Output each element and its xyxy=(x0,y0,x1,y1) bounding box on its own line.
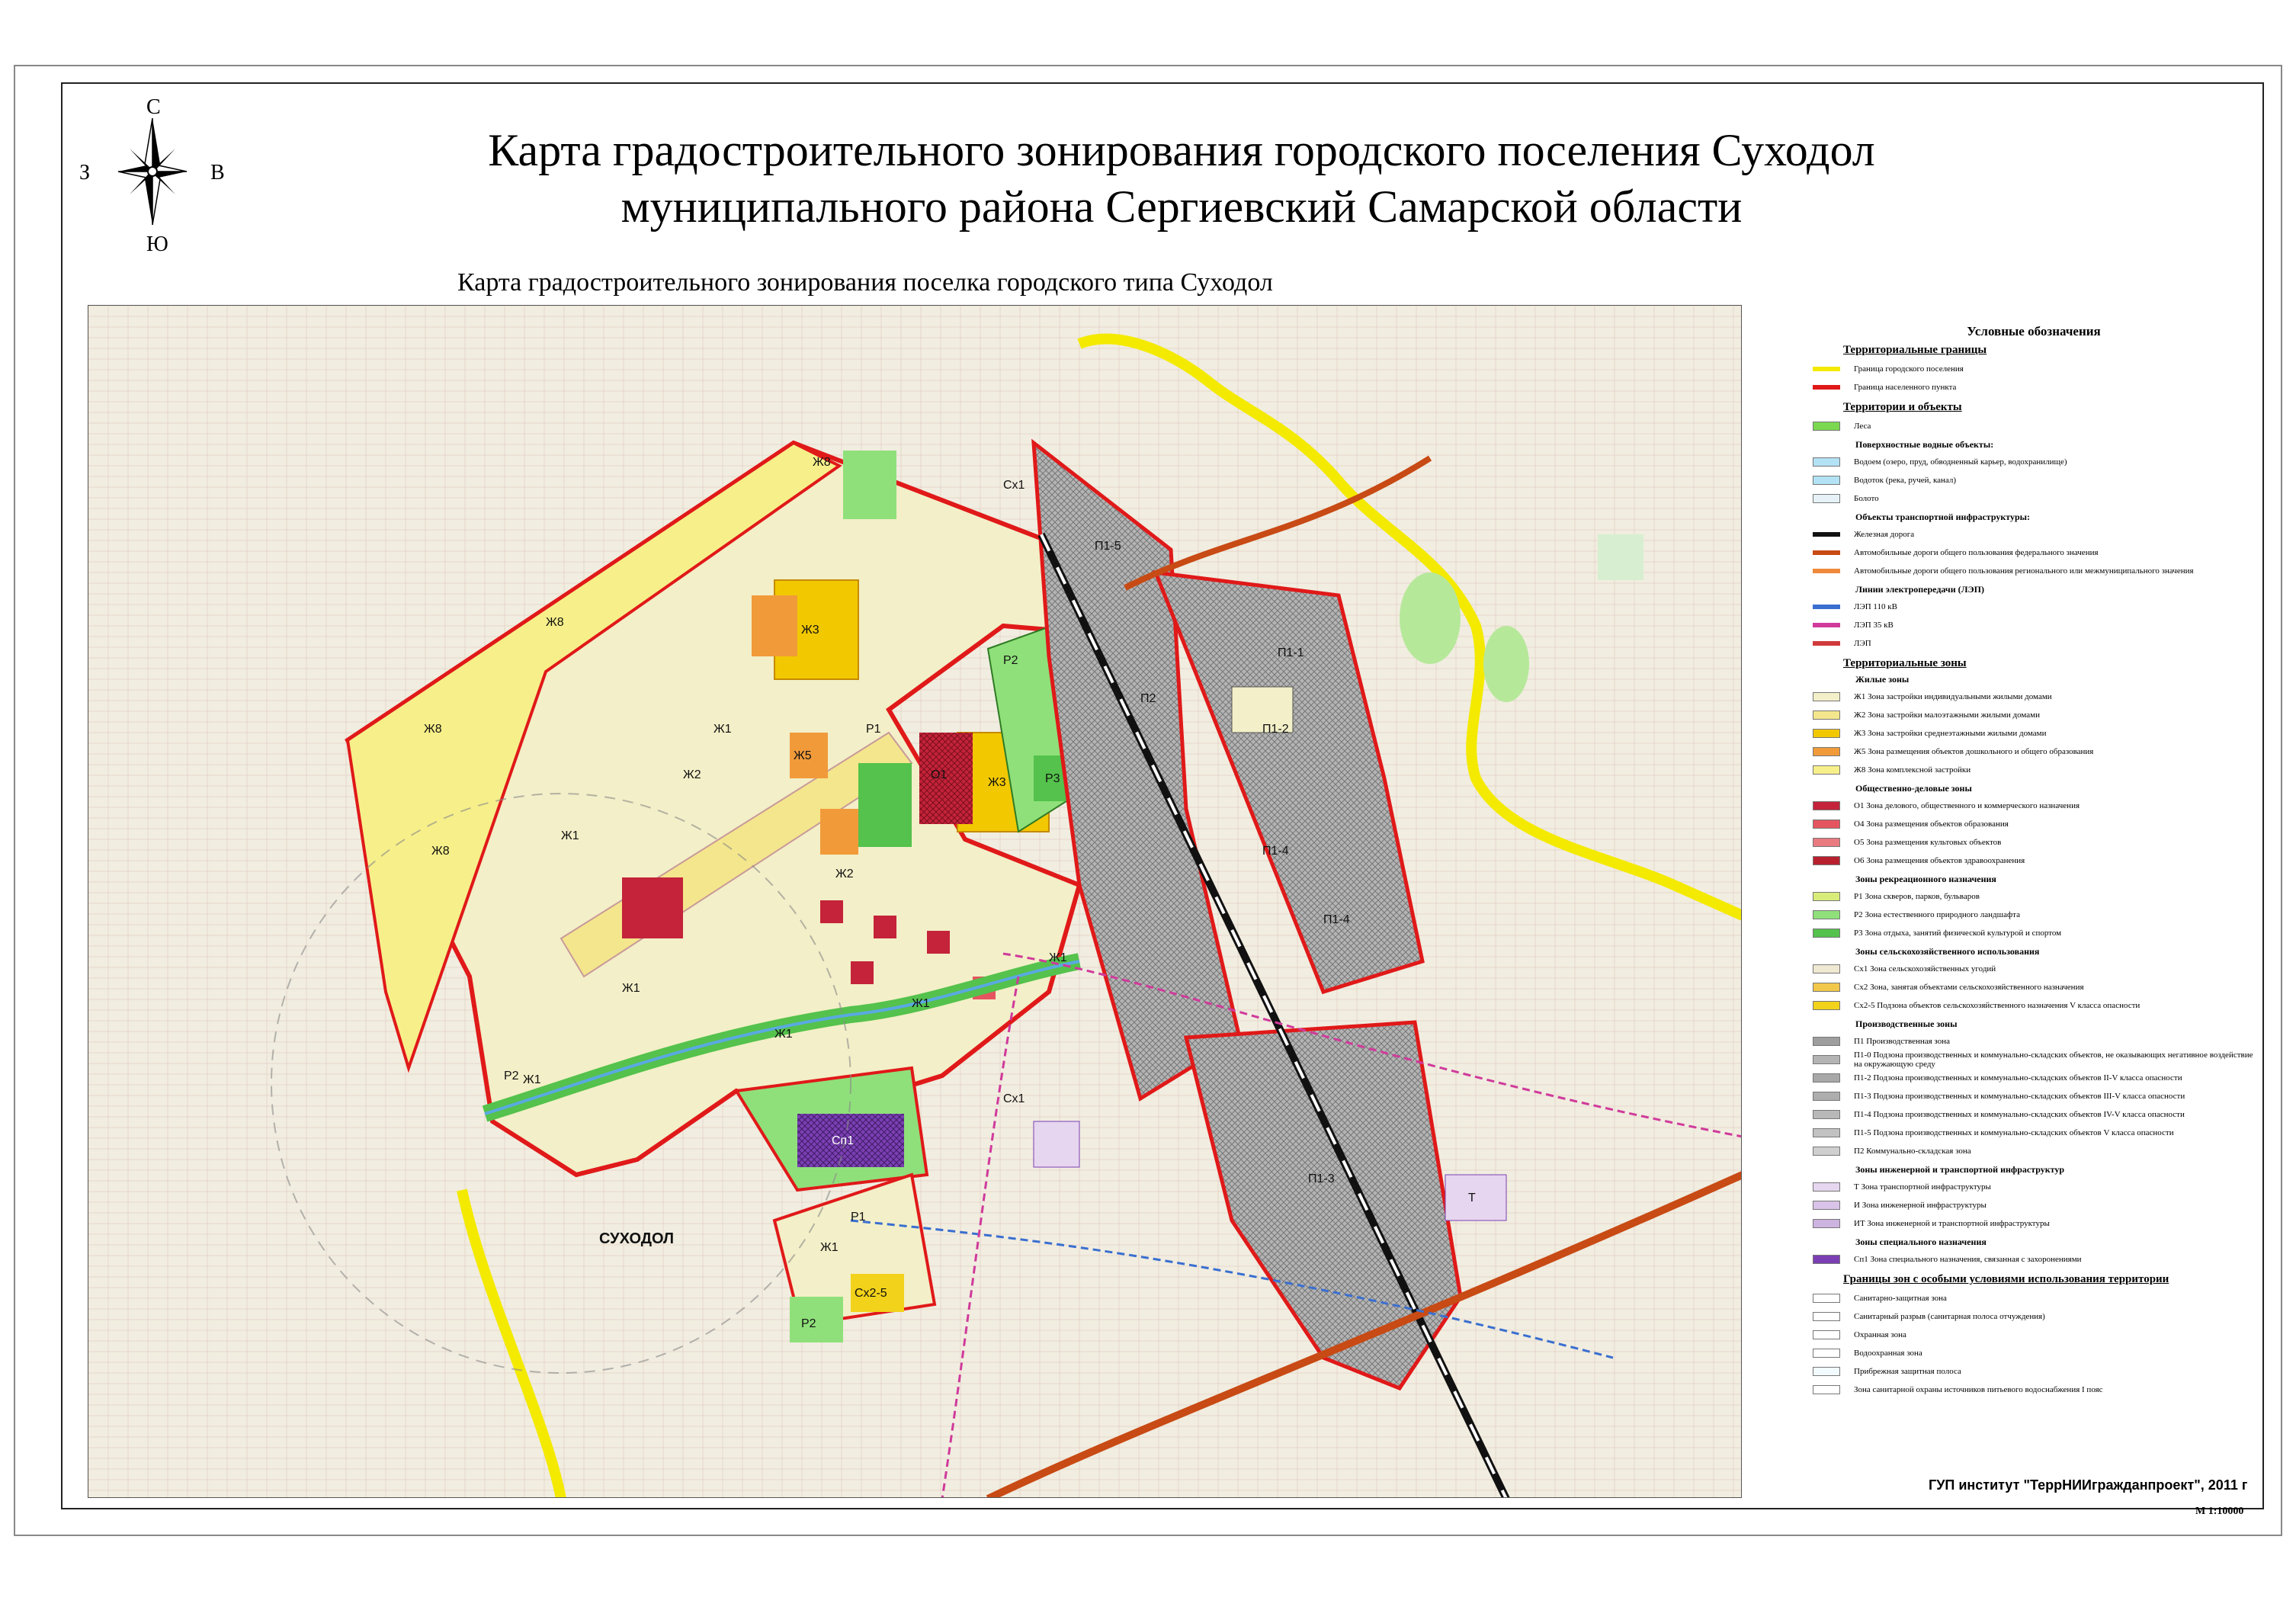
legend-item xyxy=(1813,852,2255,870)
legend-item-label: О6 Зона размещения объектов здравоохранения xyxy=(1854,856,2025,865)
zone-zh5-a[interactable] xyxy=(752,595,797,656)
legend-item xyxy=(1813,815,2255,833)
legend-item-label: О1 Зона делового, общественного и коммерческого назначения xyxy=(1854,801,2080,810)
legend-item-label: Сх2 Зона, занятая объектами сельскохозяйственного назначения xyxy=(1854,983,2084,992)
zone-o1-small-b[interactable] xyxy=(874,916,896,938)
legend-swatch xyxy=(1813,1110,1840,1119)
legend-item xyxy=(1813,906,2255,924)
legend-swatch xyxy=(1813,729,1840,738)
legend-swatch xyxy=(1813,1147,1840,1156)
legend-swatch xyxy=(1813,929,1840,938)
label-r2-c: Р2 xyxy=(801,1317,816,1330)
compass-west-label: З xyxy=(79,161,91,184)
legend-swatch xyxy=(1813,856,1840,865)
forest-patch-c xyxy=(1598,534,1643,580)
legend-swatch xyxy=(1813,710,1840,720)
legend-item-label: ЛЭП 110 кВ xyxy=(1854,602,1897,611)
legend-item xyxy=(1813,761,2255,779)
map-title-line2: муниципального района Сергиевский Самарской области xyxy=(620,181,1743,232)
legend-item-label: Ж2 Зона застройки малоэтажными жилыми домами xyxy=(1854,710,2041,720)
legend-item-label: Автомобильные дороги общего пользования федерального значения xyxy=(1854,548,2099,557)
legend-item xyxy=(1813,616,2255,634)
legend-item xyxy=(1813,1196,2255,1214)
legend-section-heading: Границы зон с особыми условиями использования территории xyxy=(1843,1273,2169,1285)
legend-swatch xyxy=(1813,1330,1840,1339)
legend-item-label: Граница городского поселения xyxy=(1854,364,1964,374)
zoning-map[interactable] xyxy=(88,305,1742,1498)
legend-swatch xyxy=(1813,422,1840,431)
legend-swatch xyxy=(1813,1312,1840,1321)
label-zh1-h: Ж1 xyxy=(1049,951,1067,964)
label-r1-a: Р1 xyxy=(866,723,881,736)
legend-item-label: Р2 Зона естественного природного ландшафта xyxy=(1854,910,2020,919)
legend-swatch xyxy=(1813,605,1840,609)
legend-item xyxy=(1813,1069,2255,1087)
legend-subsection-heading: Зоны сельскохозяйственного использования xyxy=(1855,946,2040,957)
legend-item xyxy=(1813,360,2255,378)
legend-item-label: О5 Зона размещения культовых объектов xyxy=(1854,838,2002,847)
legend-item xyxy=(1813,1050,2255,1069)
legend-item-label: Сп1 Зона специального назначения, связанная с захоронениями xyxy=(1854,1255,2082,1264)
label-zh1-a: Ж1 xyxy=(561,829,579,842)
legend-item xyxy=(1813,1307,2255,1326)
compass-north-label: С xyxy=(146,95,161,119)
legend-item xyxy=(1813,1326,2255,1344)
legend-item xyxy=(1813,598,2255,616)
legend-subsection-heading: Линии электропередачи (ЛЭП) xyxy=(1855,584,1985,595)
legend-swatch xyxy=(1813,964,1840,974)
legend-item xyxy=(1813,1124,2255,1142)
label-p1-5: П1-5 xyxy=(1095,540,1121,553)
legend-swatch xyxy=(1813,385,1840,390)
legend-item-label: Сх2-5 Подзона объектов сельскохозяйственного назначения V класса опасности xyxy=(1854,1001,2140,1010)
compass-rose xyxy=(76,95,225,256)
legend-item xyxy=(1813,544,2255,562)
legend-swatch xyxy=(1813,641,1840,646)
legend-item-label: Т Зона транспортной инфраструктуры xyxy=(1854,1182,1991,1192)
label-r1-b: Р1 xyxy=(851,1211,866,1224)
label-p1-4-b: П1-4 xyxy=(1323,913,1350,926)
compass-east-label: В xyxy=(210,161,225,184)
label-zh1-e: Ж1 xyxy=(912,997,930,1010)
legend-item-label: Болото xyxy=(1854,494,1879,503)
legend-swatch xyxy=(1813,1294,1840,1303)
map-legend xyxy=(1813,324,2255,1399)
legend-item-label: П1-5 Подзона производственных и коммунально-складских объектов V класса опасности xyxy=(1854,1128,2174,1137)
legend-swatch xyxy=(1813,801,1840,810)
legend-swatch xyxy=(1813,910,1840,919)
legend-swatch xyxy=(1813,1255,1840,1264)
zone-o1-small-c[interactable] xyxy=(851,961,874,984)
zone-r3-center[interactable] xyxy=(858,763,912,847)
label-sp1: Сп1 xyxy=(832,1134,855,1147)
label-zh1-c: Ж1 xyxy=(622,982,640,995)
map-title xyxy=(381,122,1982,235)
legend-item xyxy=(1813,833,2255,852)
legend-subsection-heading: Зоны специального назначения xyxy=(1855,1237,1987,1247)
legend-swatch xyxy=(1813,838,1840,847)
legend-item xyxy=(1813,1344,2255,1362)
compass-star-icon xyxy=(76,95,206,255)
legend-subsection-heading: Зоны рекреационного назначения xyxy=(1855,874,1996,884)
legend-item xyxy=(1813,688,2255,706)
legend-subsection-heading: Поверхностные водные объекты: xyxy=(1855,439,1994,450)
legend-item xyxy=(1813,1105,2255,1124)
label-p1-1: П1-1 xyxy=(1278,646,1304,659)
legend-item xyxy=(1813,562,2255,580)
zoning-map-canvas[interactable] xyxy=(88,306,1742,1498)
legend-swatch xyxy=(1813,1385,1840,1394)
legend-swatch xyxy=(1813,532,1840,537)
legend-section-heading: Территориальные границы xyxy=(1843,344,1987,356)
label-t: Т xyxy=(1468,1192,1476,1204)
zone-t-east[interactable] xyxy=(1445,1175,1506,1220)
legend-item-label: П1-3 Подзона производственных и коммунально-складских объектов III-V класса опасности xyxy=(1854,1092,2185,1101)
label-r2-b: Р2 xyxy=(504,1070,519,1083)
legend-swatch xyxy=(1813,1092,1840,1101)
legend-item-label: Р3 Зона отдыха, занятий физической культурой и спортом xyxy=(1854,929,2062,938)
legend-item-label: ИТ Зона инженерной и транспортной инфраструктуры xyxy=(1854,1219,2050,1228)
legend-item-label: Автомобильные дороги общего пользования регионального или межмуниципального значения xyxy=(1854,566,2194,576)
legend-swatch xyxy=(1813,820,1840,829)
label-sx2-5: Сх2-5 xyxy=(855,1287,887,1300)
town-label: СУХОДОЛ xyxy=(599,1230,675,1247)
label-zh3-b: Ж3 xyxy=(988,776,1006,789)
legend-item xyxy=(1813,453,2255,471)
legend-subsection-heading: Жилые зоны xyxy=(1855,674,1910,685)
legend-item xyxy=(1813,978,2255,996)
legend-item-label: ЛЭП xyxy=(1854,639,1871,648)
legend-item-label: Ж8 Зона комплексной застройки xyxy=(1854,765,1971,775)
legend-item-label: П1 Производственная зона xyxy=(1854,1037,1950,1046)
legend-swatch xyxy=(1813,747,1840,756)
legend-item-label: Прибрежная защитная полоса xyxy=(1854,1367,1961,1376)
compass-south-label: Ю xyxy=(146,233,168,256)
legend-item xyxy=(1813,1142,2255,1160)
legend-item xyxy=(1813,1381,2255,1399)
legend-item-label: Ж5 Зона размещения объектов дошкольного и общего образования xyxy=(1854,747,2094,756)
legend-swatch xyxy=(1813,1073,1840,1083)
label-zh8-d: Ж8 xyxy=(813,456,831,469)
legend-item-label: Водоохранная зона xyxy=(1854,1349,1922,1358)
legend-subsection-heading: Объекты транспортной инфраструктуры: xyxy=(1855,512,2031,522)
legend-swatch xyxy=(1813,550,1840,555)
legend-swatch xyxy=(1813,1201,1840,1210)
legend-item xyxy=(1813,1214,2255,1233)
legend-item-label: П1-0 Подзона производственных и коммунально-складских объектов, не оказывающих негативное воздействие на окружающую среду xyxy=(1854,1050,2253,1069)
legend-item-label: Водоем (озеро, пруд, обводненный карьер, водохранилище) xyxy=(1854,457,2067,467)
legend-item-label: П1-4 Подзона производственных и коммунально-складских объектов IV-V класса опасности xyxy=(1854,1110,2185,1119)
legend-swatch xyxy=(1813,494,1840,503)
label-zh1-d: Ж1 xyxy=(774,1028,793,1041)
legend-swatch xyxy=(1813,623,1840,627)
legend-item xyxy=(1813,706,2255,724)
legend-item-label: Охранная зона xyxy=(1854,1330,1906,1339)
legend-item-label: ЛЭП 35 кВ xyxy=(1854,621,1894,630)
legend-swatch xyxy=(1813,457,1840,467)
legend-swatch xyxy=(1813,692,1840,701)
legend-swatch xyxy=(1813,1037,1840,1046)
label-zh5: Ж5 xyxy=(794,749,812,762)
zone-r2-north[interactable] xyxy=(843,451,896,519)
legend-item xyxy=(1813,634,2255,653)
label-zh8-a: Ж8 xyxy=(424,723,442,736)
legend-item xyxy=(1813,378,2255,396)
legend-item xyxy=(1813,960,2255,978)
map-scale: М 1:10000 xyxy=(2195,1506,2244,1517)
label-sx1-a: Сх1 xyxy=(1003,1092,1025,1105)
legend-swatch xyxy=(1813,1367,1840,1376)
label-p1-2: П1-2 xyxy=(1262,723,1289,736)
label-p2: П2 xyxy=(1140,692,1156,705)
forest-patch-b xyxy=(1483,626,1529,702)
legend-swatch xyxy=(1813,1182,1840,1192)
legend-item-label: Ж3 Зона застройки среднеэтажными жилыми домами xyxy=(1854,729,2047,738)
zone-r2-southwest[interactable] xyxy=(790,1297,843,1342)
legend-item xyxy=(1813,797,2255,815)
label-zh1-g: Ж1 xyxy=(820,1241,839,1254)
label-r3: Р3 xyxy=(1045,772,1060,785)
legend-swatch xyxy=(1813,569,1840,573)
label-zh2-a: Ж2 xyxy=(683,768,701,781)
legend-title: Условные обозначения xyxy=(1967,324,2101,338)
zone-o1-west[interactable] xyxy=(622,877,683,938)
legend-swatch xyxy=(1813,1055,1840,1064)
legend-swatch xyxy=(1813,1128,1840,1137)
label-p1-4-a: П1-4 xyxy=(1262,845,1289,858)
legend-item-label: Водоток (река, ручей, канал) xyxy=(1854,476,1957,485)
legend-item xyxy=(1813,417,2255,435)
label-p1-3: П1-3 xyxy=(1308,1172,1335,1185)
legend-item-label: Граница населенного пункта xyxy=(1854,383,1957,392)
legend-item-label: Санитарный разрыв (санитарная полоса отчуждения) xyxy=(1854,1312,2045,1321)
legend-item xyxy=(1813,1087,2255,1105)
label-zh3-a: Ж3 xyxy=(801,624,819,637)
zone-zh5-c[interactable] xyxy=(820,809,858,855)
zone-o1-small-d[interactable] xyxy=(927,931,950,954)
label-o1: О1 xyxy=(931,768,948,781)
legend-item xyxy=(1813,996,2255,1015)
label-sx1-b: Сх1 xyxy=(1003,479,1025,492)
label-r2-a: Р2 xyxy=(1003,654,1018,667)
label-zh1-b: Ж1 xyxy=(713,723,732,736)
legend-swatch xyxy=(1813,476,1840,485)
legend-item-label: П2 Коммунально-складская зона xyxy=(1854,1147,1971,1156)
legend-item-label: Зона санитарной охраны источников питьевого водоснабжения I пояс xyxy=(1854,1385,2103,1394)
footer-credit: ГУП институт "ТеррНИИгражданпроект", 2011 г xyxy=(1929,1477,2248,1493)
legend-item-label: Санитарно-защитная зона xyxy=(1854,1294,1947,1303)
legend-item xyxy=(1813,1289,2255,1307)
legend-item xyxy=(1813,1362,2255,1381)
legend-subsection-heading: Производственные зоны xyxy=(1855,1018,1958,1029)
legend-swatch xyxy=(1813,1219,1840,1228)
zone-t-small[interactable] xyxy=(1034,1121,1079,1167)
legend-item xyxy=(1813,887,2255,906)
legend-item-label: Леса xyxy=(1854,422,1871,431)
legend-item xyxy=(1813,1178,2255,1196)
legend-item xyxy=(1813,743,2255,761)
legend-swatch xyxy=(1813,1349,1840,1358)
legend-swatch xyxy=(1813,892,1840,901)
legend-item-label: П1-2 Подзона производственных и коммунально-складских объектов II-V класса опасности xyxy=(1854,1073,2182,1083)
legend-item-label: И Зона инженерной инфраструктуры xyxy=(1854,1201,1987,1210)
legend-swatch xyxy=(1813,1001,1840,1010)
legend-item xyxy=(1813,1250,2255,1269)
legend-item xyxy=(1813,471,2255,489)
legend-subsection-heading: Зоны инженерной и транспортной инфраструктур xyxy=(1855,1164,2065,1175)
legend-item-label: Ж1 Зона застройки индивидуальными жилыми домами xyxy=(1854,692,2052,701)
legend-section-heading: Территории и объекты xyxy=(1843,401,1962,413)
legend-section-heading: Территориальные зоны xyxy=(1843,657,1967,669)
label-zh8-b: Ж8 xyxy=(546,616,564,629)
legend-swatch xyxy=(1813,983,1840,992)
legend-item-label: О4 Зона размещения объектов образования xyxy=(1854,820,2009,829)
legend-item-label: Р1 Зона скверов, парков, бульваров xyxy=(1854,892,1980,901)
map-title-line1: Карта градостроительного зонирования городского поселения Суходол xyxy=(488,125,1875,175)
legend-item xyxy=(1813,525,2255,544)
legend-item xyxy=(1813,1032,2255,1050)
label-zh2-b: Ж2 xyxy=(835,868,854,880)
legend-item xyxy=(1813,489,2255,508)
legend-swatch xyxy=(1813,765,1840,775)
legend-item-label: Железная дорога xyxy=(1854,530,1915,539)
map-subtitle: Карта градостроительного зонирования поселка городского типа Суходол xyxy=(457,268,1273,297)
legend-item xyxy=(1813,924,2255,942)
forest-patch-a xyxy=(1400,573,1461,664)
label-zh1-f: Ж1 xyxy=(523,1073,541,1086)
zone-o1-small-a[interactable] xyxy=(820,900,843,923)
legend-item-label: Сх1 Зона сельскохозяйственных угодий xyxy=(1854,964,1996,974)
legend-subsection-heading: Общественно-деловые зоны xyxy=(1855,783,1972,794)
legend-swatch xyxy=(1813,367,1840,371)
legend-item xyxy=(1813,724,2255,743)
label-zh8-c: Ж8 xyxy=(431,845,450,858)
